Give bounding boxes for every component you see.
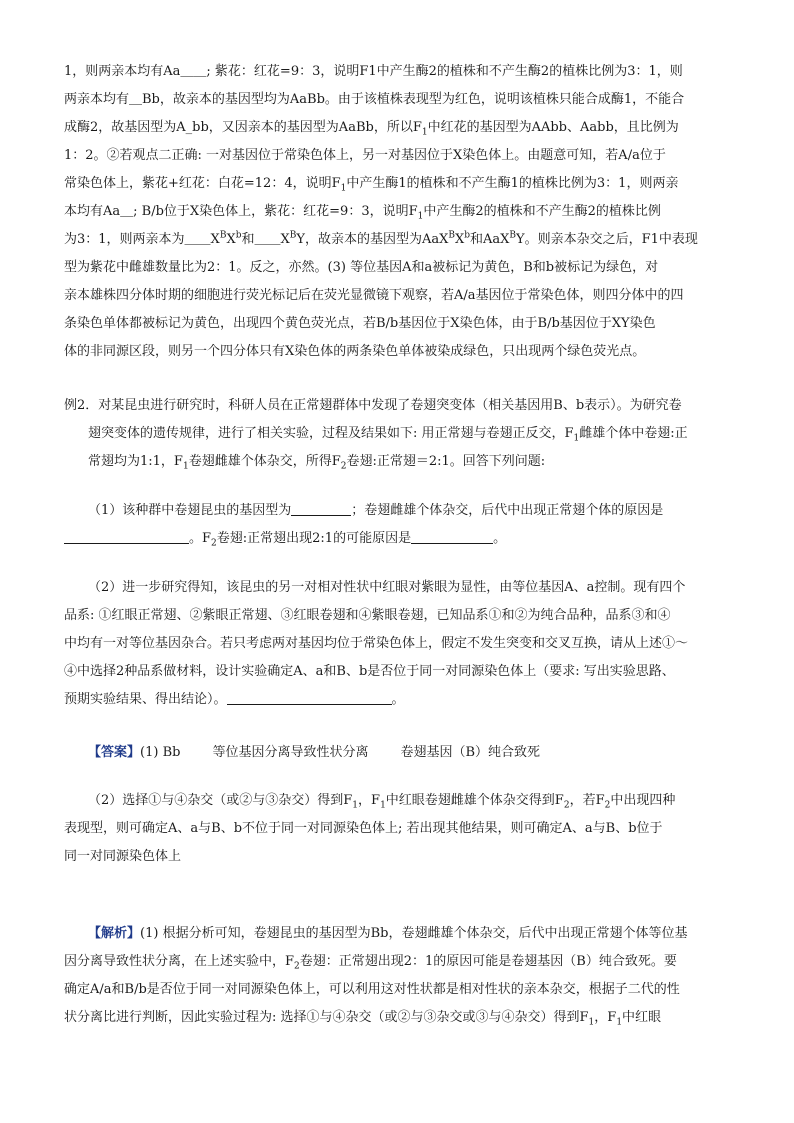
analysis-tag: 【解析】: [88, 926, 141, 941]
text-line: 确定A/a和B/b是否位于同一对同源染色体上，可以利用这对性状都是相对性状的亲本杂交，根据子二代的性: [64, 982, 680, 997]
text-line: 本均有Aa＿; B/b位于X染色体上，紫花：红花=9：3，说明$F_1$中产生酶2的植株和不产生酶2的植株比例: [64, 204, 661, 222]
answer-blank[interactable]: [227, 690, 392, 705]
text-line: 常染色体上，紫花+红花：白花=12：4，说明$F_1$中产生酶1的植株和不产生酶1的植株比例为3：1，则两亲: [64, 176, 679, 194]
answer-blank[interactable]: [64, 529, 189, 544]
text-line: （2）进一步研究得知，该昆虫的另一对相对性状中红眼对紫眼为显性，由等位基因A、a控制。现有四个: [88, 580, 686, 595]
text-line: 品系: ①红眼正常翅、②紫眼正常翅、③红眼卷翅和④紫眼卷翅，已知品系①和②为纯合品种，品系③和④: [64, 608, 671, 623]
text-line: （1）该种群中卷翅昆虫的基因型为 ；卷翅雌雄个体杂交，后代中出现正常翅个体的原因是: [88, 503, 664, 518]
text-line: 同一对同源染色体上: [64, 849, 182, 864]
text-line: 中均有一对等位基因杂合。若只考虑两对基因均位于常染色体上，假定不发生突变和交叉互换，请从上述①～: [64, 636, 689, 651]
analysis-line: 【解析】(1) 根据分析可知，卷翅昆虫的基因型为Bb，卷翅雌雄个体杂交，后代中出现正常翅个体等位基: [88, 926, 688, 941]
text-line: 为3：1，则两亲本为$\_\_X^BX^b$和$\_\_X^BY$，故亲本的基因型为$AaX^BX^b$和AaX$^B$Y。则亲本杂交之后，F1中表现: [64, 230, 698, 247]
text-line: 亲本雄株四分体时期的细胞进行荧光标记后在荧光显微镜下观察，若A/a基因位于常染色体，则四分体中的四: [64, 288, 684, 303]
text-line: 预期实验结果、得出结论）。 。: [64, 692, 405, 707]
text-line: 1：2。②若观点二正确: 一对基因位于常染色体上，另一对基因位于X染色体上。由题意可知，若A/a位于: [64, 148, 666, 163]
text-line: 成酶2，故基因型为A_bb，又因亲本的基因型为AaBb，所以$F_1$中红花的基因型为AAbb、Aabb，且比例为: [64, 120, 679, 138]
text-line: 常翅均为1:1，$F_1$卷翅雌雄个体杂交，所得$F_2$卷翅:正常翅＝2:1。回答下列问题:: [88, 454, 546, 472]
text-line: ④中选择2种品系做材料，设计实验确定A、a和B、b是否位于同一对同源染色体上（要求: 写出实验思路、: [64, 664, 675, 679]
text-line: 。$F_2$卷翅:正常翅出现2:1的可能原因是 。: [64, 525, 730, 553]
text-line: （2）选择①与④杂交（或②与③杂交）得到$F_1$，$F_1$中红眼卷翅雌雄个体杂交得到$F_2$，若$F_2$中出现四种: [88, 793, 676, 811]
text-line: 两亲本均有＿Bb，故亲本的基因型均为AaBb。由于该植株表现型为红色，说明该植株只能合成酶1，不能合: [64, 92, 685, 107]
answer-blank[interactable]: [411, 529, 493, 544]
text-line: 条染色单体都被标记为黄色，出现四个黄色荧光点，若B/b基因位于X染色体，由于B/b基因位于XY染色: [64, 316, 656, 331]
answer-blank[interactable]: [291, 501, 351, 516]
answer-tag: 【答案】: [88, 745, 141, 760]
example-title-line: 例2．对某昆虫进行研究时，科研人员在正常翅群体中发现了卷翅突变体（相关基因用B、b表示）。为研究卷: [64, 398, 682, 413]
text-line: 状分离比进行判断，因此实验过程为: 选择①与④杂交（或②与③杂交或③与④杂交）得到$F_1$，$F_1$中红眼: [64, 1010, 662, 1028]
text-line: 型为紫花中雌雄数量比为2：1。反之，亦然。(3) 等位基因A和a被标记为黄色，B和b被标记为绿色，对: [64, 260, 659, 275]
answer-line: 【答案】(1) Bb 等位基因分离导致性状分离 卷翅基因（B）纯合致死: [88, 745, 541, 760]
text-line: 翅突变体的遗传规律，进行了相关实验，过程及结果如下: 用正常翅与卷翅正反交，$F_1$雌雄个体中卷翅:正: [88, 426, 688, 444]
text-line: 1，则两亲本均有Aa＿＿; 紫花：红花=9：3，说明F1中产生酶2的植株和不产生酶2的植株比例为3：1，则: [64, 64, 683, 79]
text-line: 因分离导致性状分离，在上述实验中，$F_2$卷翅：正常翅出现2：1的原因可能是卷翅基因（B）纯合致死。要: [64, 954, 677, 972]
text-line: 体的非同源区段，则另一个四分体只有X染色体的两条染色单体被染成绿色，只出现两个绿色荧光点。: [64, 344, 646, 359]
text-line: 表现型，则可确定A、a与B、b不位于同一对同源染色体上; 若出现其他结果，则可确定A、a与B、b位于: [64, 821, 663, 836]
